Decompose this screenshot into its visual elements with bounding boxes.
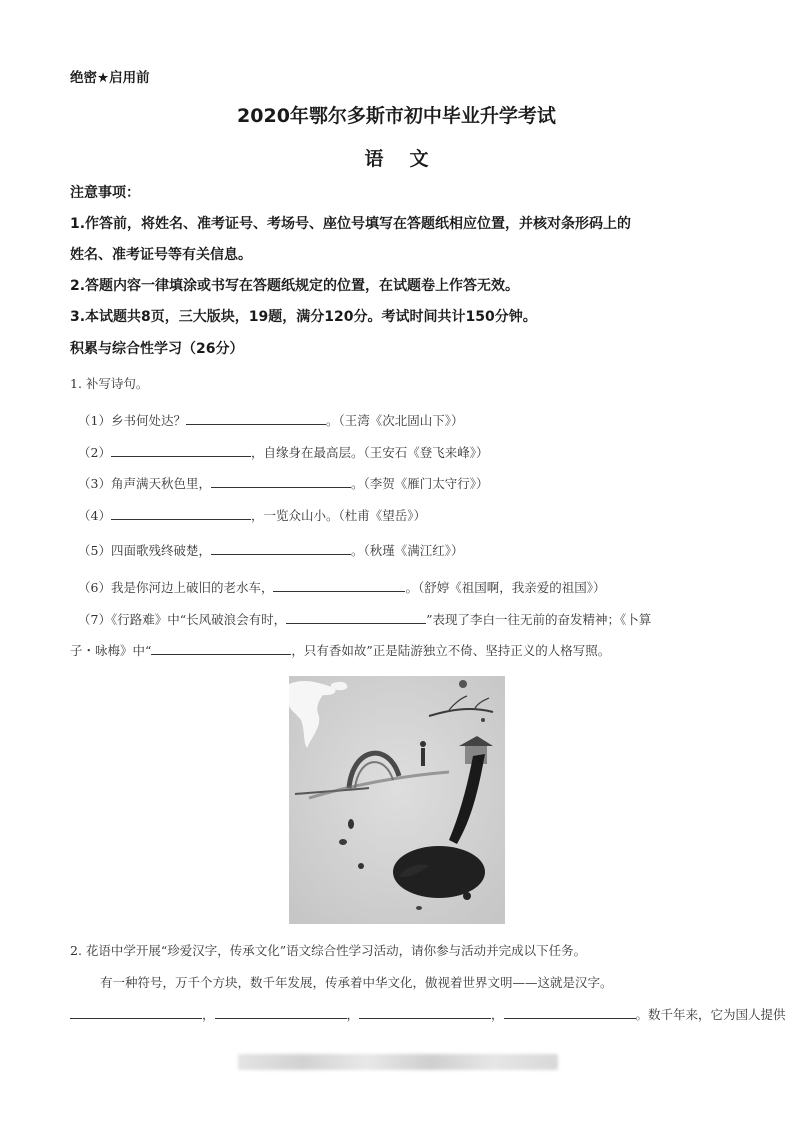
item-3-suffix: 。（李贺《雁门太守行》） [350,476,489,491]
notes-heading: 注意事项： [70,185,140,201]
ink-painting-illustration [289,676,505,924]
item-4-suffix: ，一览众山小。（杜甫《望岳》） [250,508,426,523]
blurred-footer [238,1054,558,1070]
item-2-prefix: （2） [78,445,111,460]
question-1-item-6 [78,578,605,596]
question-1-item-5 [78,541,463,559]
answer-blank[interactable] [359,1006,491,1019]
question-2-paragraph-2 [70,1005,786,1023]
question-1-item-1 [78,411,463,429]
question-1-item-7-line-2 [70,641,610,659]
question-2-title: 2. 花语中学开展“珍爱汉字，传承文化”语文综合性学习活动，请你参与活动并完成以下任务。 [70,943,587,958]
paragraph-2-tail: 。数千年来，它为国人提供 [635,1007,786,1022]
answer-blank[interactable] [286,611,426,624]
confidential-label: 绝密★启用前 [70,70,150,86]
answer-blank[interactable] [504,1006,636,1019]
answer-blank[interactable] [186,412,326,425]
separator: ， [202,1007,215,1022]
answer-blank[interactable] [151,642,291,655]
item-7-line-2-suffix: ，只有香如故”正是陆游独立不倚、坚持正义的人格写照。 [291,643,611,658]
note-item-1-line-2: 姓名、准考证号等有关信息。 [70,247,252,263]
note-item-3: 3.本试题共8页，三大版块，19题，满分120分。考试时间共计150分钟。 [70,309,537,325]
answer-blank[interactable] [215,1006,347,1019]
subject-title: 语文 [364,148,455,170]
item-6-suffix: 。（舒婷《祖国啊，我亲爱的祖国》） [405,580,606,595]
note-item-2: 2.答题内容一律填涂或书写在答题纸规定的位置，在试题卷上作答无效。 [70,278,520,294]
answer-blank[interactable] [273,579,405,592]
item-1-suffix: 。（王湾《次北固山下》） [325,413,464,428]
item-5-suffix: 。（秋瑾《满江红》） [350,543,464,558]
section-heading: 积累与综合性学习（26分） [70,341,244,357]
question-1-item-3 [78,474,488,492]
answer-blank[interactable] [111,444,251,457]
question-1-item-7-line-1 [78,610,651,628]
separator: ， [346,1007,360,1022]
item-7-suffix: ”表现了李白一往无前的奋发精神；《卜算 [426,612,652,627]
note-item-1-line-1: 1.作答前，将姓名、准考证号、考场号、座位号填写在答题纸相应位置，并核对条形码上的 [70,216,632,232]
item-7-prefix: （7）《行路难》中“长风破浪会有时， [78,612,287,627]
item-4-prefix: （4） [78,508,111,523]
exam-title: 2020年鄂尔多斯市初中毕业升学考试 [237,105,556,127]
question-1-item-4 [78,506,426,524]
question-1-item-2 [78,443,488,461]
answer-blank[interactable] [111,507,251,520]
separator: ， [491,1007,504,1022]
ink-painting-image [289,676,505,924]
answer-blank[interactable] [70,1006,202,1019]
answer-blank[interactable] [211,475,351,488]
item-5-prefix: （5）四面歌残终破楚， [78,543,211,558]
question-2-paragraph-1: 有一种符号，万千个方块，数千年发展，传承着中华文化，傲视着世界文明——这就是汉字。 [100,975,613,990]
item-3-prefix: （3）角声满天秋色里， [78,476,211,491]
item-1-prefix: （1）乡书何处达？ [78,413,186,428]
item-6-prefix: （6）我是你河边上破旧的老水车， [78,580,274,595]
item-2-suffix: ，自缘身在最高层。（王安石《登飞来峰》） [250,445,489,460]
item-7-line-2-prefix: 子・咏梅》中“ [70,643,152,658]
answer-blank[interactable] [211,542,351,555]
question-1-title: 1. 补写诗句。 [70,376,149,391]
